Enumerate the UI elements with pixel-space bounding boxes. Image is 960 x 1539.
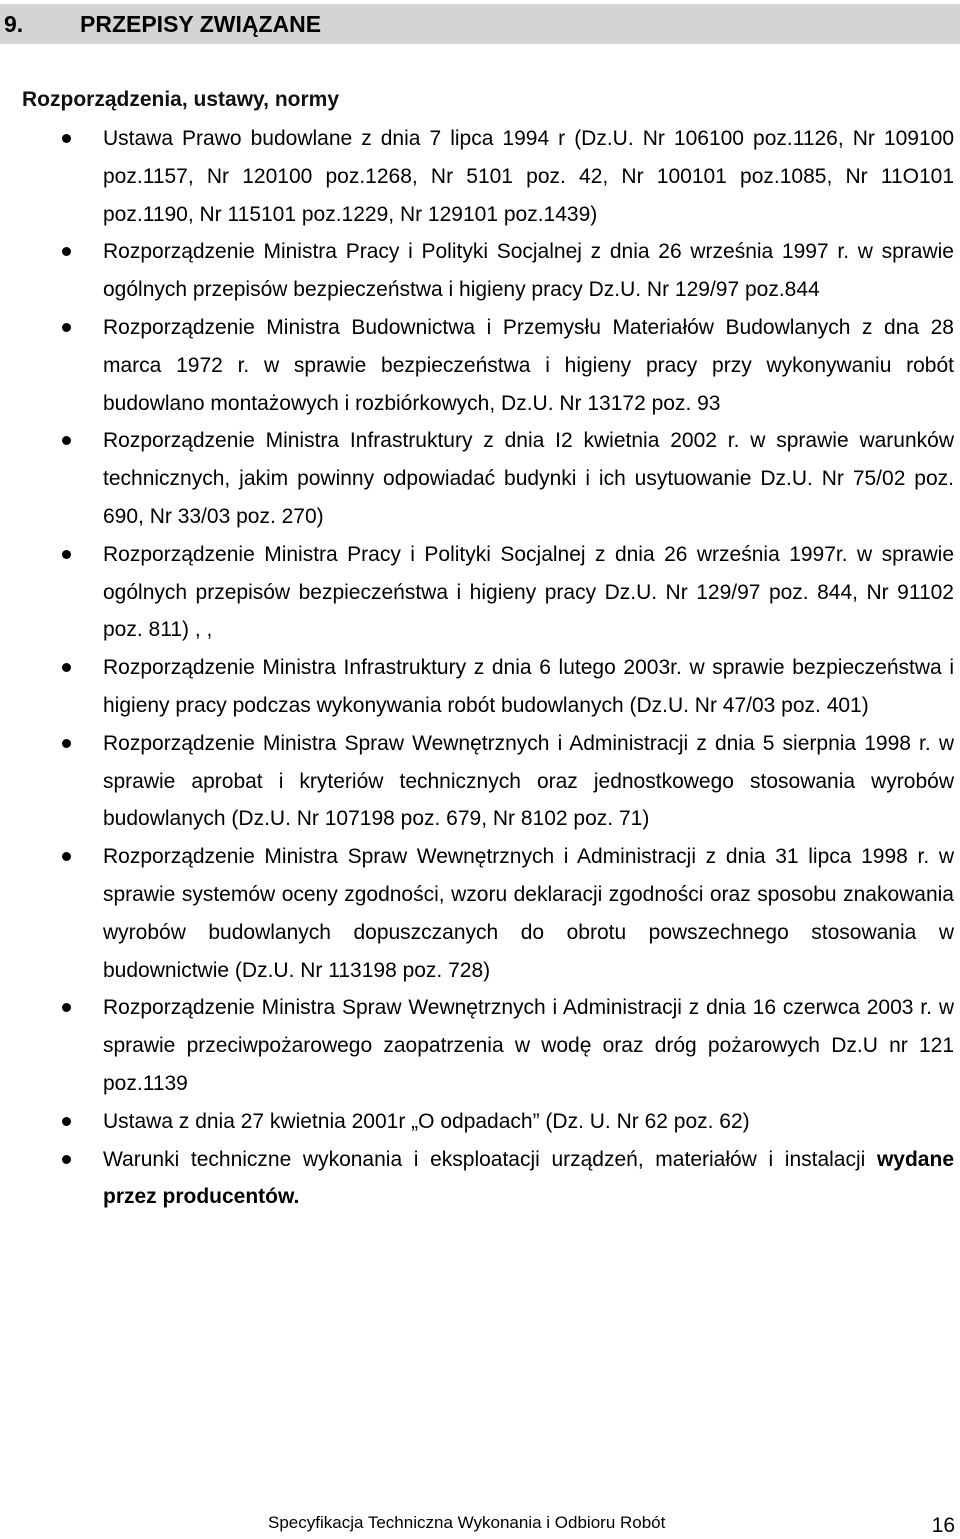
- regulations-list: [0, 120, 960, 1216]
- bullet-icon: [62, 852, 71, 861]
- list-item: [0, 536, 960, 649]
- list-item: [0, 422, 960, 535]
- list-item: [0, 120, 960, 233]
- list-item-text: Rozporządzenie Ministra Spraw Wewnętrznych i Administracji z dnia 5 sierpnia 1998 r. w sprawie aprobat i kryteriów technicznych oraz jednostkowego stosowania wyrobów budowlanych (Dz.U. Nr 107198 poz. 679, Nr 8102 poz. 71): [103, 731, 954, 831]
- bullet-icon: [62, 1117, 71, 1126]
- list-item: [0, 725, 960, 838]
- bullet-icon: [62, 134, 71, 143]
- bullet-icon: [62, 436, 71, 445]
- list-item-text: Rozporządzenie Ministra Infrastruktury z dnia I2 kwietnia 2002 r. w sprawie warunków technicznych, jakim powinny odpowiadać budynki i ich usytuowanie Dz.U. Nr 75/02 poz. 690, Nr 33/03 poz. 270): [103, 429, 954, 528]
- footer-title: Specyfikacja Techniczna Wykonania i Odbioru Robót: [268, 1513, 666, 1532]
- list-item-text: Ustawa Prawo budowlane z dnia 7 lipca 1994 r (Dz.U. Nr 106100 poz.1126, Nr 109100 poz.1157, Nr 120100 poz.1268, Nr 5101 poz. 42, Nr 100101 poz.1085, Nr 11O101 poz.1190, Nr 115101 poz.1229, Nr 129101 poz.1439): [103, 127, 954, 226]
- section-title: PRZEPISY ZWIĄZANE: [80, 11, 322, 37]
- list-item-text: Warunki techniczne wykonania i eksploatacji urządzeń, materiałów i instalacji: [103, 1147, 877, 1171]
- list-item: [0, 989, 960, 1102]
- section-number: 9.: [4, 11, 24, 37]
- bullet-icon: [62, 663, 71, 672]
- list-item-text: Rozporządzenie Ministra Pracy i Polityki Socjalnej z dnia 26 września 1997 r. w sprawie ogólnych przepisów bezpieczeństwa i higieny pracy Dz.U. Nr 129/97 poz.844: [103, 240, 954, 302]
- list-item-text: Rozporządzenie Ministra Infrastruktury z dnia 6 lutego 2003r. w sprawie bezpieczeństwa i higieny pracy podczas wykonywania robót budowlanych (Dz.U. Nr 47/03 poz. 401): [103, 656, 954, 717]
- list-item: [0, 838, 960, 989]
- bullet-icon: [62, 247, 71, 256]
- bullet-icon: [62, 323, 71, 332]
- list-item: [0, 233, 960, 309]
- bullet-icon: [62, 739, 71, 748]
- list-item: [0, 649, 960, 725]
- list-item: [0, 1103, 960, 1141]
- bullet-icon: [62, 550, 71, 559]
- list-item-text: Ustawa z dnia 27 kwietnia 2001r „O odpadach” (Dz. U. Nr 62 poz. 62): [103, 1109, 750, 1133]
- list-item-text: Rozporządzenie Ministra Spraw Wewnętrznych i Administracji z dnia 31 lipca 1998 r. w sprawie systemów oceny zgodności, wzoru deklaracji zgodności oraz sposobu znakowania wyrobów budowlanych dopuszczanych do obrotu powszechnego stosowania w budownictwie (Dz.U. Nr 113198 poz. 728): [103, 845, 954, 982]
- subheading: Rozporządzenia, ustawy, normy: [22, 88, 339, 111]
- list-item-bold-text: wydane przez producentów.: [103, 1147, 954, 1209]
- section-header: [0, 4, 960, 44]
- page-number: 16: [931, 1514, 955, 1537]
- list-item-text: Rozporządzenie Ministra Spraw Wewnętrznych i Administracji z dnia 16 czerwca 2003 r. w sprawie przeciwpożarowego zaopatrzenia w wodę oraz dróg pożarowych Dz.U nr 121 poz.1139: [103, 996, 954, 1095]
- list-item: [0, 1141, 960, 1217]
- bullet-icon: [62, 1003, 71, 1012]
- list-item-text: Rozporządzenie Ministra Pracy i Polityki Socjalnej z dnia 26 września 1997r. w sprawie ogólnych przepisów bezpieczeństwa i higieny pracy Dz.U. Nr 129/97 poz. 844, Nr 91102 poz. 811) , ,: [103, 542, 954, 642]
- bullet-icon: [62, 1155, 71, 1164]
- list-item-text: Rozporządzenie Ministra Budownictwa i Przemysłu Materiałów Budowlanych z dna 28 marca 1972 r. w sprawie bezpieczeństwa i higieny pracy przy wykonywaniu robót budowlano montażowych i rozbiórkowych, Dz.U. Nr 13172 poz. 93: [103, 315, 954, 415]
- list-item: [0, 309, 960, 422]
